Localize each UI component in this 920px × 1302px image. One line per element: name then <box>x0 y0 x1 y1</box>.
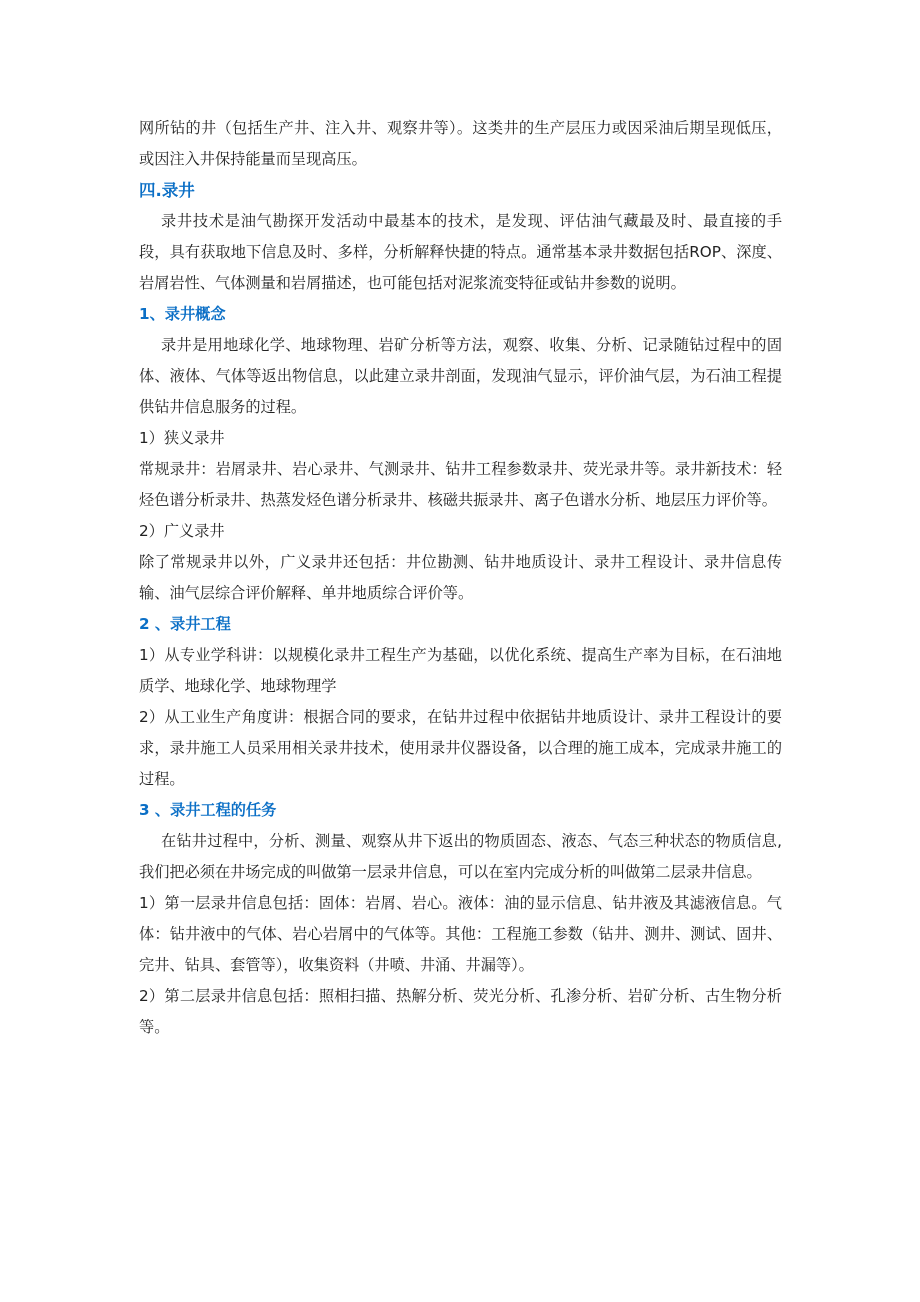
document-page <box>139 113 782 1043</box>
subheading-broad-logging: 2）广义录井 <box>139 522 225 540</box>
heading-engineering-tasks: 3 、录井工程的任务 <box>139 801 277 819</box>
paragraph-logging-tech: 录井技术是油气勘探开发活动中最基本的技术，是发现、评估油气藏最及时、最直接的手段，具有获取地下信息及时、多样，分析解释快捷的特点。通常基本录井数据包括ROP、深度、岩屑岩性、气体测量和岩屑描述，也可能包括对泥浆流变特征或钻井参数的说明。 <box>139 212 782 292</box>
paragraph-engineering-discipline: 1）从专业学科讲：以规模化录井工程生产为基础，以优化系统、提高生产率为目标，在石油地质学、地球化学、地球物理学 <box>139 646 782 695</box>
paragraph-second-layer-info: 2）第二层录井信息包括：照相扫描、热解分析、荧光分析、孔渗分析、岩矿分析、古生物分析等。 <box>139 987 782 1036</box>
heading-section-4: 四.录井 <box>139 181 195 200</box>
paragraph-intro: 网所钻的井（包括生产井、注入井、观察井等）。这类井的生产层压力或因采油后期呈现低压，或因注入井保持能量而呈现高压。 <box>139 119 782 168</box>
heading-logging-concept: 1、录井概念 <box>139 305 226 323</box>
paragraph-broad-logging: 除了常规录井以外，广义录井还包括：井位勘测、钻井地质设计、录井工程设计、录井信息传输、油气层综合评价解释、单井地质综合评价等。 <box>139 553 782 602</box>
paragraph-logging-definition: 录井是用地球化学、地球物理、岩矿分析等方法，观察、收集、分析、记录随钻过程中的固体、液体、气体等返出物信息，以此建立录井剖面，发现油气显示，评价油气层，为石油工程提供钻井信息服务的过程。 <box>139 336 782 416</box>
paragraph-tasks-intro: 在钻井过程中，分析、测量、观察从井下返出的物质固态、液态、气态三种状态的物质信息,我们把必须在井场完成的叫做第一层录井信息，可以在室内完成分析的叫做第二层录井信息。 <box>139 832 782 881</box>
heading-logging-engineering: 2 、录井工程 <box>139 615 231 633</box>
subheading-narrow-logging: 1）狭义录井 <box>139 429 225 447</box>
paragraph-first-layer-info: 1）第一层录井信息包括：固体：岩屑、岩心。液体：油的显示信息、钻井液及其滤液信息。气体：钻井液中的气体、岩心岩屑中的气体等。其他：工程施工参数（钻井、测井、测试、固井、完井、钻具、套管等），收集资料（井喷、井涌、井漏等）。 <box>139 894 782 974</box>
paragraph-engineering-industry: 2）从工业生产角度讲：根据合同的要求，在钻井过程中依据钻井地质设计、录井工程设计的要求，录井施工人员采用相关录井技术，使用录井仪器设备，以合理的施工成本，完成录井施工的过程。 <box>139 708 782 788</box>
paragraph-narrow-logging: 常规录井：岩屑录井、岩心录井、气测录井、钻井工程参数录井、荧光录井等。录井新技术：轻烃色谱分析录井、热蒸发烃色谱分析录井、核磁共振录井、离子色谱水分析、地层压力评价等。 <box>139 460 782 509</box>
